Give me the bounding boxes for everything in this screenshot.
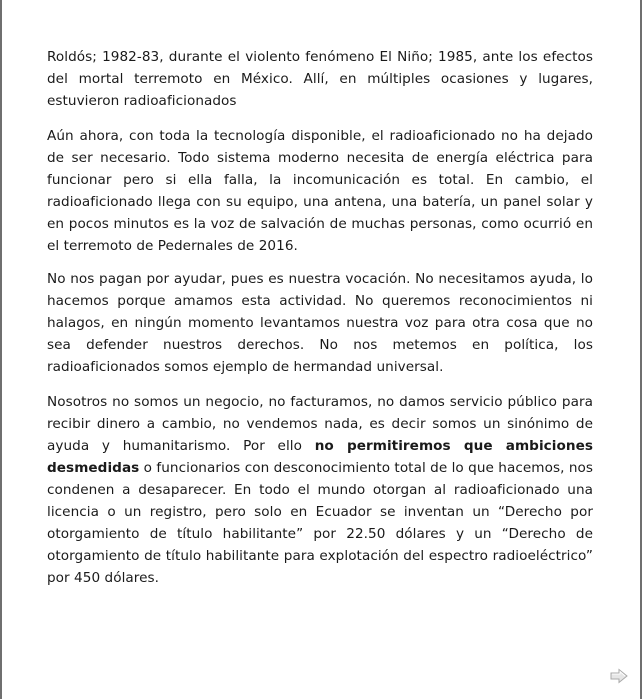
paragraph-4-text-start: Nosotros no somos un negocio, no facturamos, no damos servicio público para recibir dinero a cambio, no vendemos nada, es decir somos un sinónimo de ayuda y humanitarismo. Por ello xyxy=(47,394,593,454)
next-page-button[interactable] xyxy=(609,668,629,684)
paragraph-4-text-end: o funcionarios con desconocimiento total de lo que hacemos, nos condenen a desaparecer. En todo el mundo otorgan al radioaficionado una licencia o un registro, pero solo en Ecuador se inventan un “Derecho por otorgamiento de título habilitante” por 22.50 dólares y un “Derecho de otorgamiento de título habilitante para explotación del espectro radioeléctrico” por 450 dólares. xyxy=(47,460,593,586)
document-page xyxy=(47,46,593,602)
paragraph-1: Roldós; 1982-83, durante el violento fenómeno El Niño; 1985, ante los efectos del mortal terremoto en México. Allí, en múltiples ocasiones y lugares, estuvieron radioaficionados xyxy=(47,49,593,109)
right-arrow-icon xyxy=(609,668,629,684)
paragraph-3: No nos pagan por ayudar, pues es nuestra vocación. No necesitamos ayuda, lo hacemos porque amamos esta actividad. No queremos reconocimientos ni halagos, en ningún momento levantamos nuestra voz para otra cosa que no sea defender nuestros derechos. No nos metemos en política, los radioaficionados somos ejemplo de hermandad universal. xyxy=(47,271,593,375)
paragraph-2: Aún ahora, con toda la tecnología disponible, el radioaficionado no ha dejado de ser necesario. Todo sistema moderno necesita de energía eléctrica para funcionar pero si ella falla, la incomunicación es total. En cambio, el radioaficionado llega con su equipo, una antena, una batería, un panel solar y en pocos minutos es la voz de salvación de muchas personas, como ocurrió en el terremoto de Pedernales de 2016. xyxy=(47,128,593,254)
paragraph-4 xyxy=(47,391,593,589)
paragraph-4-bold-phrase: no permitiremos que ambiciones desmedidas xyxy=(47,438,593,476)
page-left-border xyxy=(0,0,2,699)
